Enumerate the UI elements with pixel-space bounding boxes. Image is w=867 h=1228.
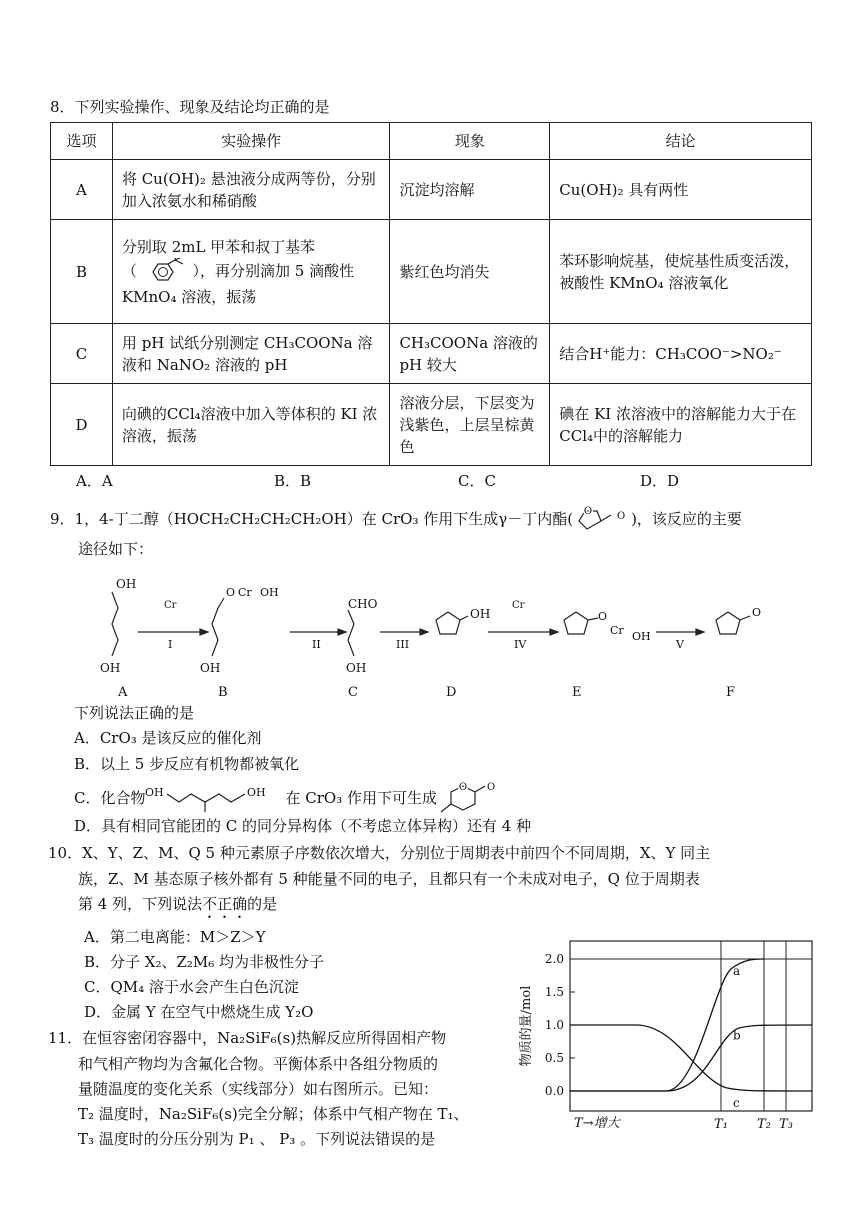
q9-reaction-scheme (90, 572, 790, 702)
op-text-b: （ (121, 261, 137, 280)
c-oh: OH (346, 661, 367, 675)
series-c-line (570, 1025, 812, 1091)
c-cho: CHO (348, 597, 378, 611)
label-a: A (118, 685, 128, 700)
row-conclusion: 碘在 KI 浓溶液中的溶解能力大于在CCl₄中的溶解能力 (550, 384, 812, 466)
q10-option-d: D．金属 Y 在空气中燃烧生成 Y₂O (84, 1003, 314, 1021)
row-operation: 将 Cu(OH)₂ 悬浊液分成两等份，分别加入浓氨水和稀硝酸 (112, 160, 390, 220)
svg-text:O: O (583, 506, 593, 517)
y-tick-label: 1.5 (544, 985, 564, 999)
step-3: III (396, 638, 410, 651)
q9-option-a: A．CrO₃ 是该反应的催化剂 (74, 729, 262, 747)
svg-text:O: O (458, 782, 468, 793)
op-text-c: ），再分别滴加 5 滴酸性 KMnO₄ 溶液，振荡 (121, 261, 355, 306)
series-label-c: c (733, 1096, 740, 1110)
q9-option-c-a: C．化合物 (74, 789, 146, 807)
row-operation (112, 220, 390, 324)
row-option: D (51, 384, 113, 466)
x-tick-label: T₂ (757, 1117, 771, 1132)
header-phenomenon: 现象 (390, 123, 550, 160)
q9-stem-a: 9．1，4-丁二醇（HOCH₂CH₂CH₂CH₂OH）在 CrO₃ 作用下生成γ－丁内酯( (50, 510, 574, 528)
y-axis-label: 物质的量/mol (519, 985, 534, 1067)
q10-option-c: C．QM₄ 溶于水会产生白色沉淀 (84, 978, 299, 996)
row-option: B (51, 220, 113, 324)
y-tick-label: 0.5 (544, 1051, 564, 1065)
step-1: I (168, 638, 173, 651)
q11-line-4: T₂ 温度时，Na₂SiF₆(s)完全分解；体系中气相产物在 T₁、 (78, 1105, 469, 1123)
svg-text:O: O (617, 511, 626, 522)
row-option: C (51, 324, 113, 384)
q11-chart (516, 935, 826, 1140)
q11-line-1: 11．在恒容密闭容器中，Na₂SiF₆(s)热解反应所得固相产物 (48, 1029, 447, 1047)
row-phenomenon: 沉淀均溶解 (390, 160, 550, 220)
q10-line-2: 族，Z、M 基态原子核外都有 5 种能量不同的电子，且都只有一个未成对电子，Q 位于周期表 (78, 870, 700, 888)
tert-butylbenzene-structure (142, 258, 188, 286)
q9-option-c (74, 782, 507, 816)
row-conclusion: Cu(OH)₂ 具有两性 (550, 160, 812, 220)
x-axis-label: T→增大 (574, 1116, 620, 1131)
cro3-cr: Cr (164, 600, 177, 611)
header-option: 选项 (51, 123, 113, 160)
q10-line-1: 10．X、Y、Z、M、Q 5 种元素原子序数依次增大，分别位于周期表中前四个不同周期，X、Y 同主 (48, 844, 711, 862)
q10-line-3a: 第 4 列，下列说法 (78, 895, 203, 913)
op-text-a: 分别取 2mL 甲苯和叔丁基苯 (121, 237, 316, 256)
row-operation: 用 pH 试纸分别测定 CH₃COONa 溶液和 NaNO₂ 溶液的 pH (112, 324, 390, 384)
series-label-a: a (733, 963, 741, 978)
row-option: A (51, 160, 113, 220)
label-e: E (572, 685, 582, 700)
q9-stem (50, 505, 742, 535)
q10-option-b: B．分子 X₂、Z₂M₆ 均为非极性分子 (84, 953, 325, 971)
x-tick-label: T₁ (714, 1117, 728, 1132)
q9-stem-c: 途径如下： (78, 540, 154, 558)
q10-line-3 (78, 893, 277, 922)
label-c: C (348, 685, 358, 700)
header-conclusion: 结论 (550, 123, 812, 160)
row-conclusion: 苯环影响烷基，使烷基性质变活泼，被酸性 KMnO₄ 溶液氧化 (550, 220, 812, 324)
e-oh: OH (632, 630, 651, 643)
row-operation: 向碘的CCl₄溶液中加入等体积的 KI 浓溶液，振荡 (112, 384, 390, 466)
y-tick-label: 2.0 (544, 952, 564, 966)
q8-choice-c: C．C (458, 472, 496, 490)
q8-choice-d: D．D (640, 472, 680, 490)
table-row (51, 160, 812, 220)
step-2: II (312, 638, 321, 651)
b-cr-oh: OH (260, 586, 279, 599)
q8-choice-a: A．A (76, 472, 113, 490)
cro3-cr-2: Cr (512, 600, 525, 611)
series-label-b: b (733, 1028, 741, 1043)
y-tick-label: 0.0 (544, 1084, 564, 1098)
step-4: IV (514, 638, 527, 651)
a-oh-top: OH (116, 577, 137, 591)
table-row (51, 220, 812, 324)
e-cr: Cr (610, 624, 624, 637)
q8-stem: 8．下列实验操作、现象及结论均正确的是 (50, 98, 330, 116)
table-row (51, 324, 812, 384)
q8-table (50, 122, 812, 466)
d-oh: OH (470, 607, 491, 621)
plot-frame (570, 941, 812, 1111)
svg-text:OH: OH (247, 786, 267, 799)
q11-line-2: 和气相产物均为含氟化合物。平衡体系中各组分物质的 (78, 1055, 439, 1073)
b-cr: Cr (238, 586, 252, 599)
q9-option-c-b: 在 CrO₃ 作用下可生成 (285, 789, 437, 807)
label-b: B (218, 685, 228, 700)
b-oh: OH (200, 661, 221, 675)
q10-option-a: A．第二电离能：M＞Z＞Y (84, 928, 266, 946)
q11-line-3: 量随温度的变化关系（实线部分）如右图所示。已知： (78, 1080, 439, 1098)
f-o: O (752, 606, 762, 619)
gamma-butyrolactone-icon (573, 505, 631, 535)
label-d: D (446, 685, 457, 700)
methyl-lactone-structure (437, 782, 507, 816)
x-tick-label: T₃ (779, 1117, 793, 1132)
q8-choice-b: B．B (274, 472, 312, 490)
series-b-line (570, 1025, 812, 1091)
q10-line-3c: 的是 (247, 895, 278, 913)
table-row (51, 384, 812, 466)
row-phenomenon: 溶液分层，下层变为浅紫色，上层呈棕黄色 (390, 384, 550, 466)
q9-stem-b: )，该反应的主要 (631, 510, 742, 528)
diol-structure (145, 786, 285, 812)
b-o: O (226, 586, 236, 599)
q9-option-b: B．以上 5 步反应有机物都被氧化 (74, 755, 300, 773)
y-tick-label: 1.0 (544, 1018, 564, 1032)
row-phenomenon: CH₃COONa 溶液的 pH 较大 (390, 324, 550, 384)
q9-option-d: D．具有相同官能团的 C 的同分异构体（不考虑立体异构）还有 4 种 (74, 817, 532, 835)
row-phenomenon: 紫红色均消失 (390, 220, 550, 324)
q11-line-5: T₃ 温度时的分压分别为 P₁ 、 P₃ 。下列说法错误的是 (78, 1130, 436, 1148)
q9-question: 下列说法正确的是 (74, 704, 195, 722)
a-oh-bottom: OH (100, 661, 121, 675)
label-f: F (726, 685, 736, 700)
row-conclusion: 结合H⁺能力：CH₃COO⁻>NO₂⁻ (550, 324, 812, 384)
svg-text:OH: OH (145, 786, 165, 799)
header-operation: 实验操作 (112, 123, 390, 160)
e-o: O (598, 610, 608, 623)
step-5: V (676, 638, 684, 651)
q10-emphasis: 不正确 (202, 895, 248, 913)
svg-text:O: O (486, 782, 496, 793)
